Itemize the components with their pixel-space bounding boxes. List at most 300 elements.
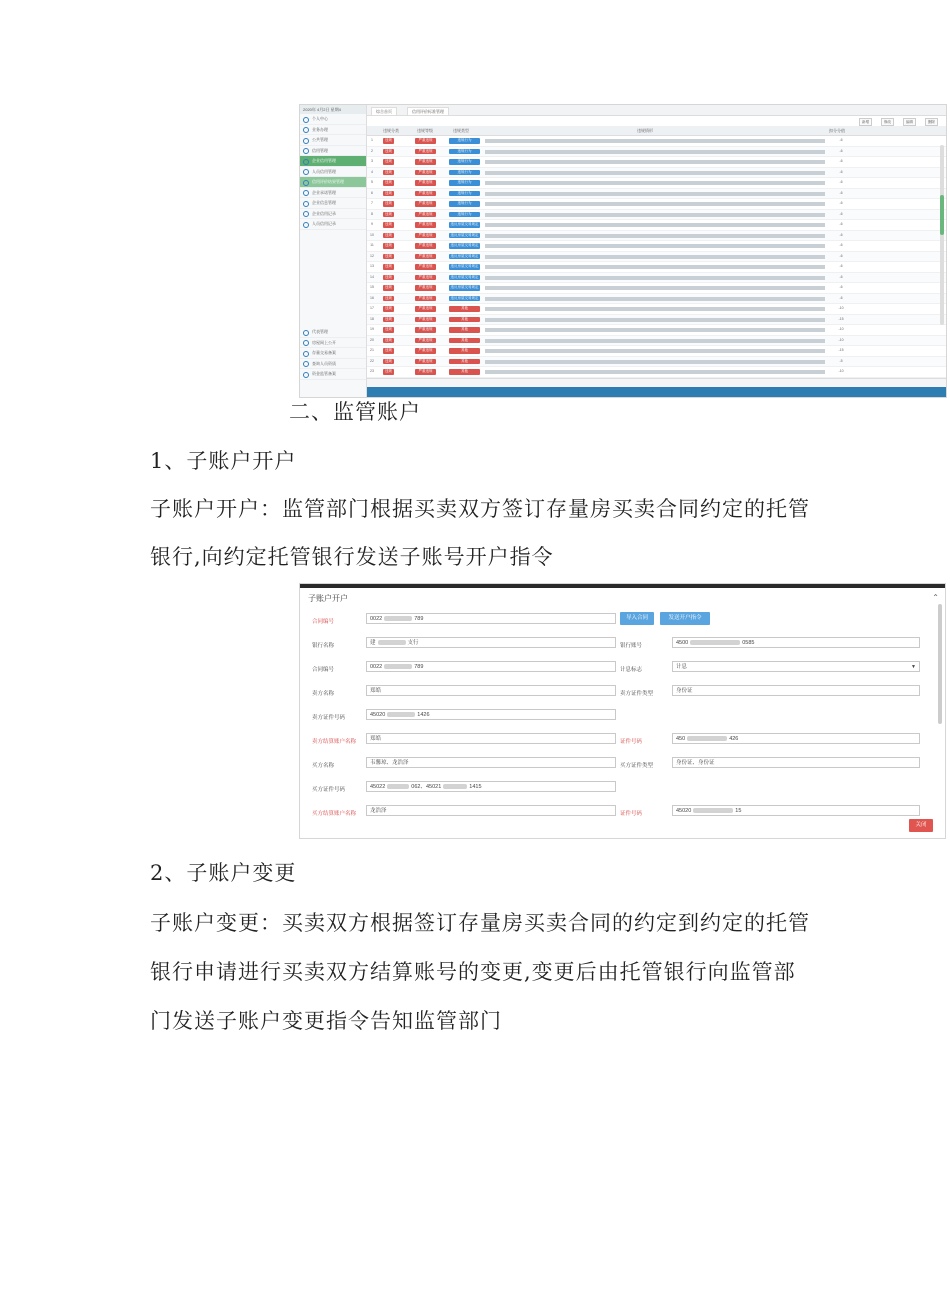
score-value: -15 xyxy=(838,348,844,352)
paragraph-change-line-1: 子账户变更：买卖双方根据签订存量房买卖合同的约定到约定的托管 xyxy=(150,911,810,935)
label-bank-account: 银行账号 xyxy=(620,643,643,649)
redaction xyxy=(690,640,740,645)
menu-circle-icon xyxy=(303,159,309,165)
tab-home[interactable]: 综合首页 xyxy=(371,107,397,116)
label-contract-no-2: 合同编号 xyxy=(312,667,335,673)
type-badge: 违规行为 xyxy=(449,212,480,218)
table-row[interactable] xyxy=(367,220,946,231)
description-text xyxy=(485,360,825,364)
score-value: -6 xyxy=(839,180,843,184)
contract-no-input[interactable] xyxy=(366,613,616,624)
value-part: 1426 xyxy=(417,712,430,718)
description-text xyxy=(485,349,825,353)
level-badge: 严重违规 xyxy=(415,149,436,155)
value-part: 426 xyxy=(729,736,739,742)
sidebar-bottom-item[interactable] xyxy=(300,338,366,349)
menu-circle-icon xyxy=(303,190,309,196)
level-badge: 严重违规 xyxy=(415,170,436,176)
type-badge: 违规行为 xyxy=(449,201,480,207)
type-badge: 违反房屋交易规定 xyxy=(450,285,479,289)
sidebar-item-label: 信用管理 xyxy=(312,147,328,153)
category-badge: 违规 xyxy=(385,180,392,184)
description-text xyxy=(485,213,825,217)
redaction xyxy=(384,664,412,669)
score-value: -10 xyxy=(838,369,844,373)
menu-circle-icon xyxy=(303,138,309,144)
value-part: 0022 xyxy=(370,664,383,670)
level-badge: 严重违规 xyxy=(415,243,436,249)
sidebar-date: 2020年 4月2日 星期4 xyxy=(300,105,366,114)
type-badge: 违规行为 xyxy=(449,191,480,197)
interest-flag-select[interactable] xyxy=(672,661,920,672)
row-number: 11 xyxy=(370,243,374,247)
score-value: -6 xyxy=(839,169,843,174)
type-badge: 违规行为 xyxy=(449,159,480,165)
value-part: 建 xyxy=(370,640,376,646)
row-number: 2 xyxy=(371,148,373,153)
table-row[interactable] xyxy=(367,168,946,179)
toolbar xyxy=(367,116,946,126)
description-text xyxy=(485,150,825,154)
value-part: 45022 xyxy=(370,784,386,790)
type-badge: 其他 xyxy=(449,359,480,365)
seller-settle-account-input[interactable]: 郑皓 xyxy=(366,733,616,744)
label-seller-name: 卖方名称 xyxy=(312,691,335,697)
redaction xyxy=(693,808,733,813)
edit-button[interactable]: 编辑 xyxy=(903,118,916,126)
bank-name-input[interactable] xyxy=(366,637,616,648)
row-number: 6 xyxy=(371,190,373,195)
table-row[interactable] xyxy=(367,262,946,273)
category-badge: 违规 xyxy=(385,316,392,321)
sidebar-item[interactable] xyxy=(300,177,366,188)
collapse-icon[interactable]: ⌃ xyxy=(932,593,939,602)
type-badge: 违反房屋交易规定 xyxy=(450,253,479,258)
type-badge: 违规行为 xyxy=(449,138,480,144)
tab-bar xyxy=(367,105,946,116)
sidebar-item-label: 公共管理 xyxy=(312,137,328,142)
description-text xyxy=(485,192,825,196)
menu-circle-icon xyxy=(303,127,309,133)
sidebar-item-label: 查询人员资质 xyxy=(312,360,336,366)
description-text xyxy=(485,139,825,143)
score-value: -10 xyxy=(838,327,844,331)
value-part: 450 xyxy=(676,736,686,742)
level-badge: 严重违规 xyxy=(415,348,436,354)
table-body xyxy=(367,136,946,388)
table-row[interactable] xyxy=(367,304,946,315)
description-text xyxy=(485,318,825,322)
label-seller-id-type: 卖方证件类型 xyxy=(620,691,654,697)
menu-circle-icon xyxy=(303,180,309,186)
heading-open-subaccount: 1、子账户开户 xyxy=(150,449,297,473)
sidebar-item[interactable] xyxy=(300,198,366,209)
category-badge: 违规 xyxy=(385,264,392,268)
label-seller-cert-no: 证件号码 xyxy=(620,739,643,745)
menu-circle-icon xyxy=(303,361,309,367)
label-buyer-settle-account: 买方结算账户名称 xyxy=(312,811,357,817)
sidebar-bottom-item[interactable] xyxy=(300,369,366,380)
selected-value: 计息 xyxy=(676,664,688,670)
scrollbar-thumb[interactable] xyxy=(940,195,944,235)
row-number: 3 xyxy=(371,159,373,163)
row-number: 19 xyxy=(370,327,374,331)
table-row[interactable] xyxy=(367,367,946,378)
sidebar-item[interactable] xyxy=(300,114,366,125)
menu-circle-icon xyxy=(303,340,309,346)
category-badge: 违规 xyxy=(385,295,392,300)
category-badge: 违规 xyxy=(385,306,392,310)
description-text xyxy=(485,339,825,343)
score-value: -10 xyxy=(838,306,844,310)
level-badge: 严重违规 xyxy=(415,233,436,239)
description-text xyxy=(485,171,825,175)
type-badge: 违规行为 xyxy=(449,180,480,186)
type-badge: 违反房屋交易规定 xyxy=(450,264,479,268)
table-row[interactable] xyxy=(367,315,946,326)
row-number: 23 xyxy=(370,369,374,373)
seller-name-input[interactable]: 郑皓 xyxy=(366,685,616,696)
description-text xyxy=(485,244,825,248)
description-text xyxy=(485,255,825,259)
category-badge: 违规 xyxy=(385,348,392,352)
sidebar-item-label: 人员信用管理 xyxy=(312,168,336,174)
bank-account-input[interactable] xyxy=(672,637,920,648)
level-badge: 严重违规 xyxy=(415,222,436,228)
sidebar-bottom-item[interactable] xyxy=(300,359,366,370)
table-row[interactable] xyxy=(367,252,946,263)
row-number: 16 xyxy=(370,295,374,300)
description-text xyxy=(485,181,825,185)
sidebar-item-label: 企业信用记录 xyxy=(312,210,336,216)
row-number: 7 xyxy=(371,201,373,205)
type-badge: 其他 xyxy=(449,338,480,344)
type-badge: 违反房屋交易规定 xyxy=(450,274,479,279)
category-badge: 违规 xyxy=(385,190,392,195)
description-text xyxy=(485,223,825,227)
label-seller-id-no: 卖方证件号码 xyxy=(312,715,346,721)
category-badge: 违规 xyxy=(385,159,392,163)
value-part: 支行 xyxy=(407,640,419,646)
level-badge: 严重违规 xyxy=(415,317,436,323)
row-number: 4 xyxy=(371,169,373,174)
table-row[interactable] xyxy=(367,273,946,284)
close-button[interactable]: 关闭 xyxy=(909,819,933,832)
type-badge: 违规行为 xyxy=(449,170,480,176)
value-part: 789 xyxy=(414,616,424,622)
label-buyer-id-type: 买方证件类型 xyxy=(620,763,654,769)
value-part: 0022 xyxy=(370,616,383,622)
description-text xyxy=(485,234,825,238)
table-row[interactable] xyxy=(367,336,946,347)
sidebar xyxy=(300,105,367,397)
score-value: -6 xyxy=(839,274,843,279)
redaction xyxy=(378,640,406,645)
category-badge: 违规 xyxy=(385,253,392,258)
type-badge: 其他 xyxy=(449,369,480,375)
paragraph-change-line-3: 门发送子账户变更指令告知监管部门 xyxy=(150,1009,502,1033)
score-value: -6 xyxy=(839,264,843,268)
category-badge: 违规 xyxy=(385,138,392,142)
seller-cert-no-input[interactable] xyxy=(672,733,920,744)
redaction xyxy=(387,784,409,789)
menu-circle-icon xyxy=(303,372,309,378)
sidebar-bottom-item[interactable] xyxy=(300,327,366,338)
table-row[interactable] xyxy=(367,210,946,221)
level-badge: 严重违规 xyxy=(415,306,436,312)
sidebar-item-label: 企业承诺管理 xyxy=(312,189,336,195)
sidebar-item-label: 信用评价结果管理 xyxy=(312,179,344,184)
table-row[interactable] xyxy=(367,294,946,305)
sidebar-item[interactable] xyxy=(300,219,366,230)
sidebar-item-label: 人员信用记录 xyxy=(312,221,336,226)
type-badge: 其他 xyxy=(449,306,480,312)
row-number: 20 xyxy=(370,337,374,342)
value-part: 45020 xyxy=(676,808,692,814)
heading-change-subaccount: 2、子账户变更 xyxy=(150,861,297,885)
sidebar-item-label: 资金监管备案 xyxy=(312,371,336,376)
status-bar xyxy=(367,387,946,397)
sidebar-item[interactable] xyxy=(300,209,366,220)
category-badge: 违规 xyxy=(385,358,392,363)
paragraph-change-line-2: 银行申请进行买卖双方结算账号的变更,变更后由托管银行向监管部 xyxy=(150,960,796,984)
sidebar-bottom-item[interactable] xyxy=(300,348,366,359)
label-bank-name: 银行名称 xyxy=(312,643,335,649)
redaction xyxy=(387,712,415,717)
score-value: -15 xyxy=(838,316,844,321)
buyer-id-no-input[interactable] xyxy=(366,781,616,792)
score-value: -6 xyxy=(839,138,843,142)
sidebar-item-label: 企业信用管理 xyxy=(312,158,336,163)
row-number: 13 xyxy=(370,264,374,268)
score-value: -6 xyxy=(839,243,843,247)
contract-no-2-input[interactable] xyxy=(366,661,616,672)
seller-id-type-input[interactable]: 身份证 xyxy=(672,685,920,696)
row-number: 5 xyxy=(371,180,373,184)
value-part: 0585 xyxy=(742,640,755,646)
menu-circle-icon xyxy=(303,211,309,217)
import-contract-button[interactable]: 导入合同 xyxy=(620,612,654,625)
level-badge: 严重违规 xyxy=(415,296,436,302)
table-row[interactable] xyxy=(367,189,946,200)
category-badge: 违规 xyxy=(385,327,392,331)
level-badge: 严重违规 xyxy=(415,212,436,218)
sidebar-item-label: 房屋网上公开 xyxy=(312,339,336,345)
sidebar-item-label: 个人中心 xyxy=(312,116,328,121)
level-badge: 严重违规 xyxy=(415,275,436,281)
sidebar-item[interactable] xyxy=(300,188,366,199)
description-text xyxy=(485,328,825,332)
category-badge: 违规 xyxy=(385,369,392,373)
redaction xyxy=(384,616,412,621)
form-title: 子账户开户 xyxy=(308,594,348,603)
redaction xyxy=(687,736,727,741)
sidebar-item-label: 存量交易备案 xyxy=(312,350,336,355)
value-part: 45020 xyxy=(370,712,386,718)
buyer-name-input[interactable]: 韦馨琼、龙浩泽 xyxy=(366,757,616,768)
menu-circle-icon xyxy=(303,351,309,357)
row-number: 18 xyxy=(370,316,374,321)
row-number: 10 xyxy=(370,232,374,237)
score-value: -6 xyxy=(839,148,843,153)
label-buyer-name: 买方名称 xyxy=(312,763,335,769)
description-text xyxy=(485,202,825,206)
row-number: 22 xyxy=(370,358,374,363)
menu-circle-icon xyxy=(303,117,309,123)
level-badge: 严重违规 xyxy=(415,191,436,197)
dropdown-arrow-icon: ▼ xyxy=(911,664,916,670)
row-number: 14 xyxy=(370,274,374,279)
description-text xyxy=(485,307,825,311)
label-buyer-cert-no: 证件号码 xyxy=(620,811,643,817)
category-badge: 违规 xyxy=(385,274,392,279)
scrollbar[interactable] xyxy=(940,145,944,325)
table-row[interactable] xyxy=(367,157,946,168)
type-badge: 违反房屋交易规定 xyxy=(450,295,479,300)
table-row[interactable] xyxy=(367,136,946,147)
table-row[interactable] xyxy=(367,147,946,158)
table-header xyxy=(367,126,946,136)
table-row[interactable] xyxy=(367,178,946,189)
menu-circle-icon xyxy=(303,201,309,207)
row-number: 8 xyxy=(371,211,373,216)
row-number: 21 xyxy=(370,348,374,352)
sidebar-item-label: 代表管理 xyxy=(312,329,328,334)
type-badge: 违反房屋交易规定 xyxy=(450,222,479,226)
table-row[interactable] xyxy=(367,231,946,242)
buyer-cert-no-input[interactable] xyxy=(672,805,920,816)
sidebar-item[interactable] xyxy=(300,156,366,167)
delete-button[interactable]: 删除 xyxy=(925,118,938,126)
header-level: 违规等级 xyxy=(417,128,433,133)
score-value: -6 xyxy=(839,211,843,216)
paragraph-open-line-1: 子账户开户：监管部门根据买卖双方签订存量房买卖合同约定的托管 xyxy=(150,497,810,521)
type-badge: 其他 xyxy=(449,317,480,323)
category-badge: 违规 xyxy=(385,243,392,247)
level-badge: 严重违规 xyxy=(415,359,436,365)
score-value: -6 xyxy=(839,285,843,289)
row-number: 17 xyxy=(370,306,374,310)
category-badge: 违规 xyxy=(385,201,392,205)
value-part: 062、45021 xyxy=(411,784,442,790)
category-badge: 违规 xyxy=(385,211,392,216)
send-open-instruction-button[interactable]: 发送开户指令 xyxy=(660,612,710,625)
description-text xyxy=(485,160,825,164)
menu-circle-icon xyxy=(303,148,309,154)
description-text xyxy=(485,297,825,301)
value-part: 15 xyxy=(735,808,742,814)
score-value: -10 xyxy=(838,337,844,342)
add-button[interactable]: 新增 xyxy=(859,118,872,126)
table-row[interactable] xyxy=(367,241,946,252)
main-panel xyxy=(367,105,946,397)
score-value: -6 xyxy=(839,190,843,195)
score-value: -6 xyxy=(839,232,843,237)
category-badge: 违规 xyxy=(385,337,392,342)
category-badge: 违规 xyxy=(385,169,392,174)
section-heading: 二、监管账户 xyxy=(289,400,421,424)
value-part: 789 xyxy=(414,664,424,670)
type-badge: 其他 xyxy=(449,327,480,333)
level-badge: 严重违规 xyxy=(415,201,436,207)
category-badge: 违规 xyxy=(385,285,392,289)
category-badge: 违规 xyxy=(385,148,392,153)
sidebar-item[interactable] xyxy=(300,146,366,157)
pagination-bar xyxy=(367,378,946,387)
table-row[interactable] xyxy=(367,283,946,294)
label-interest-flag: 计息标志 xyxy=(620,667,643,673)
menu-circle-icon xyxy=(303,222,309,228)
header-category: 违规分类 xyxy=(383,128,399,133)
table-row[interactable] xyxy=(367,346,946,357)
modify-button[interactable]: 修改 xyxy=(881,118,894,126)
row-number: 1 xyxy=(371,138,373,142)
description-text xyxy=(485,286,825,290)
paragraph-open-line-2: 银行,向约定托管银行发送子账号开户指令 xyxy=(150,545,554,569)
description-text xyxy=(485,276,825,280)
level-badge: 严重违规 xyxy=(415,180,436,186)
seller-id-no-input[interactable] xyxy=(366,709,616,720)
score-value: -6 xyxy=(839,159,843,163)
sidebar-item-label: 企业信息管理 xyxy=(312,200,336,205)
row-number: 9 xyxy=(371,222,373,226)
screenshot-subaccount-form xyxy=(299,583,946,839)
buyer-settle-account-input[interactable]: 龙浩泽 xyxy=(366,805,616,816)
table-row[interactable] xyxy=(367,357,946,368)
table-row[interactable] xyxy=(367,199,946,210)
header-situation: 违规情形 xyxy=(637,128,653,133)
level-badge: 严重违规 xyxy=(415,327,436,333)
table-row[interactable] xyxy=(367,325,946,336)
label-seller-settle-account: 卖方结算账户名称 xyxy=(312,739,357,745)
score-value: -6 xyxy=(839,253,843,258)
type-badge: 违反房屋交易规定 xyxy=(450,243,479,247)
header-type: 违规类型 xyxy=(453,128,469,133)
level-badge: 严重违规 xyxy=(415,254,436,260)
score-value: -6 xyxy=(839,295,843,300)
scrollbar[interactable] xyxy=(938,604,942,724)
menu-circle-icon xyxy=(303,169,309,175)
screenshot-credit-rules xyxy=(299,104,947,398)
value-part: 1415 xyxy=(469,784,482,790)
label-buyer-id-no: 买方证件号码 xyxy=(312,787,346,793)
category-badge: 违规 xyxy=(385,222,392,226)
description-text xyxy=(485,370,825,374)
menu-circle-icon xyxy=(303,330,309,336)
level-badge: 严重违规 xyxy=(415,159,436,165)
score-value: -6 xyxy=(839,201,843,205)
level-badge: 严重违规 xyxy=(415,338,436,344)
redaction xyxy=(443,784,467,789)
score-value: -5 xyxy=(839,358,843,363)
score-value: -6 xyxy=(839,222,843,226)
tab-credit-standards[interactable]: 信用评价标准管理 xyxy=(407,107,449,116)
level-badge: 严重违规 xyxy=(415,138,436,144)
type-badge: 违反房屋交易规定 xyxy=(450,232,479,237)
row-number: 12 xyxy=(370,253,374,258)
header-score: 扣分分值 xyxy=(829,128,845,133)
level-badge: 严重违规 xyxy=(415,285,436,291)
label-contract-no: 合同编号 xyxy=(312,619,335,625)
sidebar-item[interactable] xyxy=(300,125,366,136)
sidebar-item[interactable] xyxy=(300,135,366,146)
sidebar-item[interactable] xyxy=(300,167,366,178)
level-badge: 严重违规 xyxy=(415,264,436,270)
window-topbar xyxy=(300,584,945,588)
row-number: 15 xyxy=(370,285,374,289)
sidebar-item-label: 业务办理 xyxy=(312,126,328,132)
buyer-id-type-input[interactable]: 身份证、身份证 xyxy=(672,757,920,768)
